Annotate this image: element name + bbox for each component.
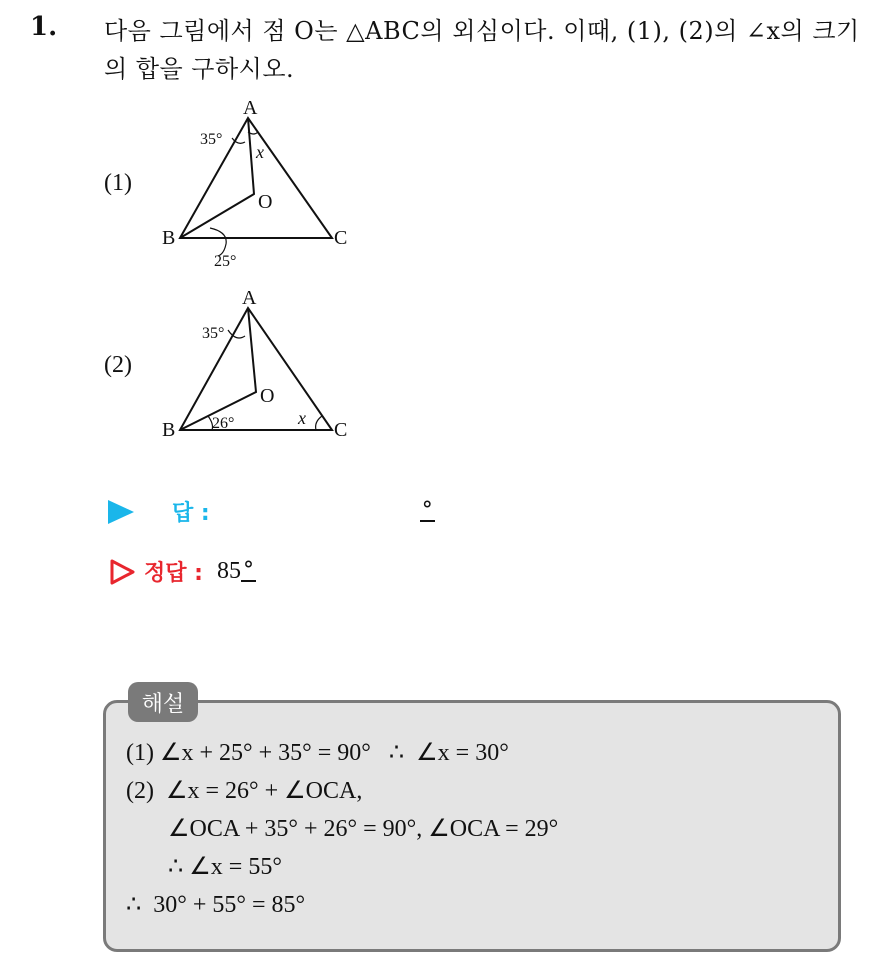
solution-badge: 해설: [128, 682, 198, 722]
figure-1-angle-b: 25°: [214, 253, 237, 270]
correct-answer-label: 정답 :: [144, 561, 203, 586]
figure-1-point-c: C: [334, 227, 348, 249]
solution-line-5: ∴ 30° + 55° = 85°: [126, 892, 306, 918]
figure-2-point-b: B: [162, 419, 176, 441]
figure-1-point-a: A: [243, 97, 258, 119]
figure-1-angle-a: 35°: [200, 131, 223, 148]
figure-1-point-b: B: [162, 227, 176, 249]
solution-line-3: ∠OCA + 35° + 26° = 90°, ∠OCA = 29°: [168, 816, 559, 842]
correct-answer-value: 85: [216, 558, 241, 584]
figure-2-point-a: A: [242, 287, 257, 309]
figure-1-triangle: [150, 92, 370, 272]
figure-1-point-o: O: [258, 191, 273, 213]
solution-line-4: ∴ ∠x = 55°: [168, 854, 282, 880]
figure-2-triangle: [150, 284, 370, 454]
solution-line-2: (2) ∠x = 26° + ∠OCA,: [126, 778, 363, 804]
answer-label: 답 :: [172, 501, 210, 526]
figure-2-angle-a: 35°: [202, 325, 225, 342]
figure-2-point-c: C: [334, 419, 348, 441]
outline-arrow-icon: [108, 558, 136, 586]
figure-2-point-o: O: [260, 385, 275, 407]
figure-1-angle-x: x: [256, 142, 264, 162]
figure-2-angle-x: x: [298, 408, 306, 428]
solution-line-1: (1) ∠x + 25° + 35° = 90° ∴ ∠x = 30°: [126, 740, 509, 766]
correct-answer-row: [108, 556, 256, 587]
correct-answer-degree: °: [242, 557, 254, 583]
answer-row: [108, 496, 435, 527]
question-number: 1.: [30, 12, 58, 42]
answer-degree: °: [421, 497, 433, 523]
figure-1-label: (1): [104, 170, 132, 196]
figure-2-angle-b: 26°: [212, 415, 235, 432]
question-text: 다음 그림에서 점 O는 △ABC의 외심이다. 이때, (1), (2)의 ∠x의 크기의 합을 구하시오.: [104, 17, 860, 83]
figure-2-label: (2): [104, 352, 132, 378]
play-arrow-icon: [108, 500, 134, 524]
